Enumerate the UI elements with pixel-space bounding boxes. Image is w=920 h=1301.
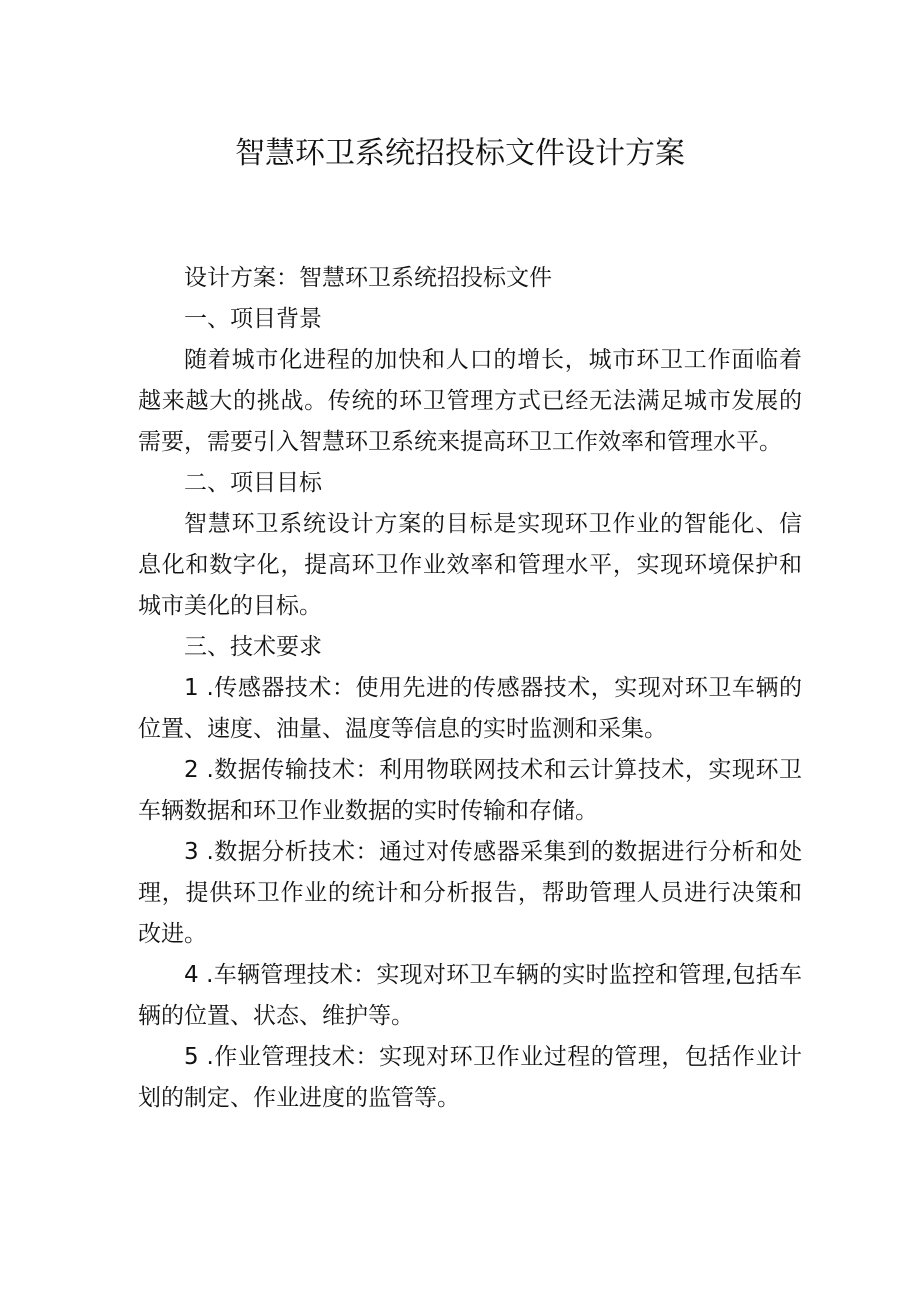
- heading-project-background: 一、项目背景: [184, 306, 322, 332]
- heading-technical-requirements: 三、技术要求: [184, 634, 322, 660]
- document-title: 智慧环卫系统招投标文件设计方案: [235, 136, 685, 171]
- list-item-sensor-technology: 1 .传感器技术：使用先进的传感器技术，实现对环卫车辆的位置、速度、油量、温度等信息的实时监测和采集。: [138, 675, 802, 742]
- list-item-data-transmission: 2 .数据传输技术：利用物联网技术和云计算技术，实现环卫车辆数据和环卫作业数据的实时传输和存储。: [138, 757, 802, 824]
- list-item-operation-management: 5 .作业管理技术：实现对环卫作业过程的管理，包括作业计划的制定、作业进度的监管等。: [138, 1044, 802, 1111]
- heading-project-goal: 二、项目目标: [184, 470, 322, 496]
- paragraph-goal: 智慧环卫系统设计方案的目标是实现环卫作业的智能化、信息化和数字化，提高环卫作业效率和管理水平，实现环境保护和城市美化的目标。: [138, 511, 802, 619]
- list-item-data-analysis: 3 .数据分析技术：通过对传感器采集到的数据进行分析和处理，提供环卫作业的统计和分析报告，帮助管理人员进行决策和改进。: [138, 839, 802, 947]
- paragraph-design-plan: 设计方案：智慧环卫系统招投标文件: [184, 265, 552, 291]
- list-item-vehicle-management: 4 .车辆管理技术：实现对环卫车辆的实时监控和管理,包括车辆的位置、状态、维护等。: [138, 962, 802, 1029]
- paragraph-background: 随着城市化进程的加快和人口的增长，城市环卫工作面临着越来越大的挑战。传统的环卫管理方式已经无法满足城市发展的需要，需要引入智慧环卫系统来提高环卫工作效率和管理水平。: [138, 347, 802, 455]
- document-body: [138, 258, 802, 1119]
